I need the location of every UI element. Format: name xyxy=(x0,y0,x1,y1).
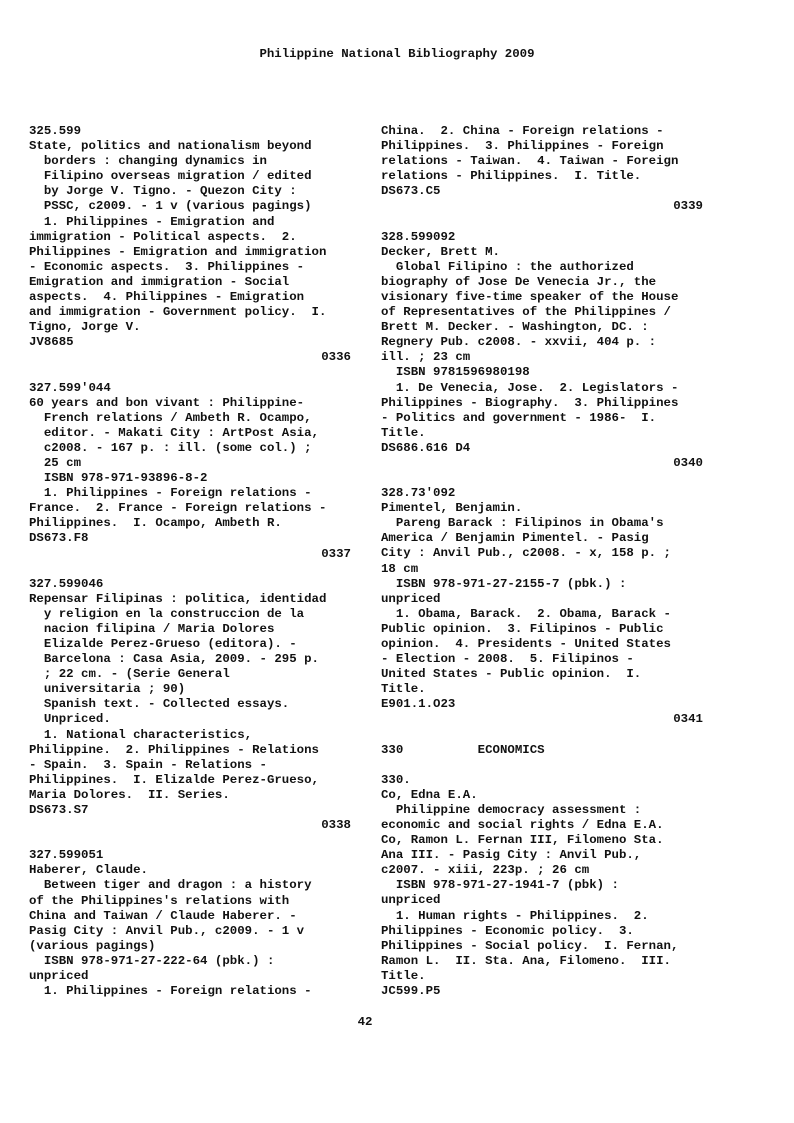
entry-number: 0339 xyxy=(673,199,703,214)
entry-line: 328.73'092 xyxy=(381,486,456,501)
entry-line: 60 years and bon vivant : Philippine- xyxy=(29,395,305,410)
entry-line: DS673.F8 xyxy=(29,531,89,546)
entry-line: 327.599046 xyxy=(29,576,104,591)
entry-line: 1. National characteristics, xyxy=(29,727,253,742)
entry-line: Filipino overseas migration / edited xyxy=(29,169,312,184)
entry-line: relations - Taiwan. 4. Taiwan - Foreign xyxy=(381,154,679,169)
entry-line: aspects. 4. Philippines - Emigration xyxy=(29,290,305,305)
entry-line: America / Benjamin Pimentel. - Pasig xyxy=(381,531,649,546)
entry-line: Tigno, Jorge V. xyxy=(29,320,141,335)
entry-line: China and Taiwan / Claude Haberer. - xyxy=(29,908,297,923)
entry-line: Co, Ramon L. Fernan III, Filomeno Sta. xyxy=(381,833,664,848)
entry-line: y religion en la construccion de la xyxy=(29,606,305,621)
entry-line: France. 2. France - Foreign relations - xyxy=(29,501,327,516)
entry-line: Repensar Filipinas : politica, identidad xyxy=(29,591,327,606)
bibliography-entry xyxy=(381,773,703,999)
entry-line: China. 2. China - Foreign relations - xyxy=(381,124,664,138)
entry-line: Ramon L. II. Sta. Ana, Filomeno. III. xyxy=(381,953,671,968)
entry-line: Ana III. - Pasig City : Anvil Pub., xyxy=(381,848,642,863)
entry-line: French relations / Ambeth R. Ocampo, xyxy=(29,410,312,425)
entry-line: Philippine. 2. Philippines - Relations xyxy=(29,742,319,757)
entry-line: ISBN 9781596980198 xyxy=(381,365,530,380)
entry-line: ; 22 cm. - (Serie General xyxy=(29,667,230,682)
entry-line: E901.1.O23 xyxy=(381,697,456,712)
entry-line: 1. Philippines - Emigration and xyxy=(29,214,275,229)
entry-line: and immigration - Government policy. I. xyxy=(29,305,327,320)
bibliography-entry xyxy=(381,230,703,472)
entry-line: 330. xyxy=(381,772,411,787)
entry-line: relations - Philippines. I. Title. xyxy=(381,169,642,184)
entry-line: Regnery Pub. c2008. - xxvii, 404 p. : xyxy=(381,335,657,350)
entry-line: 327.599'044 xyxy=(29,380,111,395)
entry-line: 330 ECONOMICS xyxy=(381,742,545,757)
bibliography-entry xyxy=(29,848,351,999)
entry-line: Philippine democracy assessment : xyxy=(381,802,642,817)
entry-line: 325.599 xyxy=(29,124,82,138)
entry-line: United States - Public opinion. I. xyxy=(381,667,642,682)
entry-line: ill. ; 23 cm xyxy=(381,350,471,365)
right-column xyxy=(381,124,703,1014)
entry-line: Spanish text. - Collected essays. xyxy=(29,697,290,712)
bibliography-entry xyxy=(381,486,703,728)
entry-line: JV8685 xyxy=(29,335,74,350)
entry-line: Barcelona : Casa Asia, 2009. - 295 p. xyxy=(29,652,319,667)
entry-line: DS673.C5 xyxy=(381,184,441,199)
entry-line: unpriced xyxy=(381,591,441,606)
entry-line: Pimentel, Benjamin. xyxy=(381,501,523,516)
bibliography-entry xyxy=(29,124,351,366)
entry-line: Brett M. Decker. - Washington, DC. : xyxy=(381,320,649,335)
entry-line: Philippines - Economic policy. 3. xyxy=(381,923,634,938)
entry-line: DS686.616 D4 xyxy=(381,440,471,455)
entry-line: Co, Edna E.A. xyxy=(381,787,478,802)
entry-line: of the Philippines's relations with xyxy=(29,893,290,908)
entry-line: State, politics and nationalism beyond xyxy=(29,139,312,154)
entry-line: Between tiger and dragon : a history xyxy=(29,878,312,893)
entry-line: City : Anvil Pub., c2008. - x, 158 p. ; xyxy=(381,546,671,561)
page-number: 42 xyxy=(357,1015,373,1029)
entry-line: 328.599092 xyxy=(381,229,456,244)
entry-line: 1. Human rights - Philippines. 2. xyxy=(381,908,649,923)
entry-line: Philippines - Emigration and immigration xyxy=(29,244,327,259)
entry-line: Elizalde Perez-Grueso (editora). - xyxy=(29,637,297,651)
entry-line: Public opinion. 3. Filipinos - Public xyxy=(381,621,664,636)
entry-number: 0337 xyxy=(321,546,351,561)
entry-line: Pasig City : Anvil Pub., c2009. - 1 v xyxy=(29,923,305,938)
entry-line: 1. Philippines - Foreign relations - xyxy=(29,486,312,501)
entry-line: ISBN 978-971-27-222-64 (pbk.) : xyxy=(29,953,275,968)
entry-line: Philippines. I. Ocampo, Ambeth R. xyxy=(29,516,282,531)
entry-line: ISBN 978-971-93896-8-2 xyxy=(29,471,208,486)
entry-line: Title. xyxy=(381,425,426,440)
entry-line: Philippines. I. Elizalde Perez-Grueso, xyxy=(29,772,319,787)
bibliography-entry xyxy=(29,577,351,834)
entry-line: DS673.S7 xyxy=(29,803,89,818)
entry-line: opinion. 4. Presidents - United States xyxy=(381,637,671,651)
entry-line: Title. xyxy=(381,682,426,697)
entry-line: biography of Jose De Venecia Jr., the xyxy=(381,274,657,289)
entry-line: 327.599051 xyxy=(29,848,104,863)
entry-line: - Politics and government - 1986- I. xyxy=(381,410,657,425)
bibliography-entry xyxy=(29,381,351,562)
bibliography-entry xyxy=(381,743,703,758)
bibliography-entry xyxy=(381,124,703,215)
entry-number: 0336 xyxy=(321,350,351,365)
entry-line: c2007. - xiii, 223p. ; 26 cm xyxy=(381,863,590,878)
entry-line: Maria Dolores. II. Series. xyxy=(29,787,230,802)
entry-line: - Economic aspects. 3. Philippines - xyxy=(29,259,305,274)
entry-line: borders : changing dynamics in xyxy=(29,154,267,169)
entry-line: JC599.P5 xyxy=(381,983,441,998)
entry-line: Philippines. 3. Philippines - Foreign xyxy=(381,139,664,154)
entry-line: Pareng Barack : Filipinos in Obama's xyxy=(381,516,664,531)
entry-line: 1. Philippines - Foreign relations - xyxy=(29,984,312,999)
left-column xyxy=(29,124,351,1014)
entry-line: Emigration and immigration - Social xyxy=(29,274,290,289)
entry-line: immigration - Political aspects. 2. xyxy=(29,229,297,244)
entry-line: Unpriced. xyxy=(29,712,111,727)
entry-line: 1. Obama, Barack. 2. Obama, Barack - xyxy=(381,606,671,621)
entry-line: PSSC, c2009. - 1 v (various pagings) xyxy=(29,199,312,214)
entry-line: unpriced xyxy=(29,968,89,983)
entry-line: by Jorge V. Tigno. - Quezon City : xyxy=(29,184,297,199)
entry-line: - Spain. 3. Spain - Relations - xyxy=(29,757,267,772)
entry-line: ISBN 978-971-27-1941-7 (pbk) : xyxy=(381,878,619,893)
entry-line: Philippines - Biography. 3. Philippines xyxy=(381,395,679,410)
entry-number: 0338 xyxy=(321,818,351,833)
entry-line: Global Filipino : the authorized xyxy=(381,259,634,274)
entry-line: Haberer, Claude. xyxy=(29,863,148,878)
entry-line: - Election - 2008. 5. Filipinos - xyxy=(381,652,634,667)
entry-line: visionary five-time speaker of the House xyxy=(381,289,679,304)
entry-line: editor. - Makati City : ArtPost Asia, xyxy=(29,425,319,440)
entry-line: ISBN 978-971-27-2155-7 (pbk.) : xyxy=(381,576,627,591)
entry-number: 0341 xyxy=(673,712,703,727)
entry-line: Decker, Brett M. xyxy=(381,244,500,259)
entry-line: unpriced xyxy=(381,893,441,908)
page-header: Philippine National Bibliography 2009 xyxy=(259,47,535,61)
entry-line: 18 cm xyxy=(381,561,419,576)
entry-line: economic and social rights / Edna E.A. xyxy=(381,817,664,832)
entry-line: c2008. - 167 p. : ill. (some col.) ; xyxy=(29,440,312,455)
entry-line: (various pagings) xyxy=(29,938,156,953)
entry-line: 25 cm xyxy=(29,455,82,470)
entry-line: 1. De Venecia, Jose. 2. Legislators - xyxy=(381,380,679,395)
entry-number: 0340 xyxy=(673,455,703,470)
entry-line: Philippines - Social policy. I. Fernan, xyxy=(381,938,679,953)
entry-line: of Representatives of the Philippines / xyxy=(381,305,671,320)
entry-line: universitaria ; 90) xyxy=(29,682,186,697)
entry-line: Title. xyxy=(381,968,426,983)
entry-line: nacion filipina / Maria Dolores xyxy=(29,621,275,636)
